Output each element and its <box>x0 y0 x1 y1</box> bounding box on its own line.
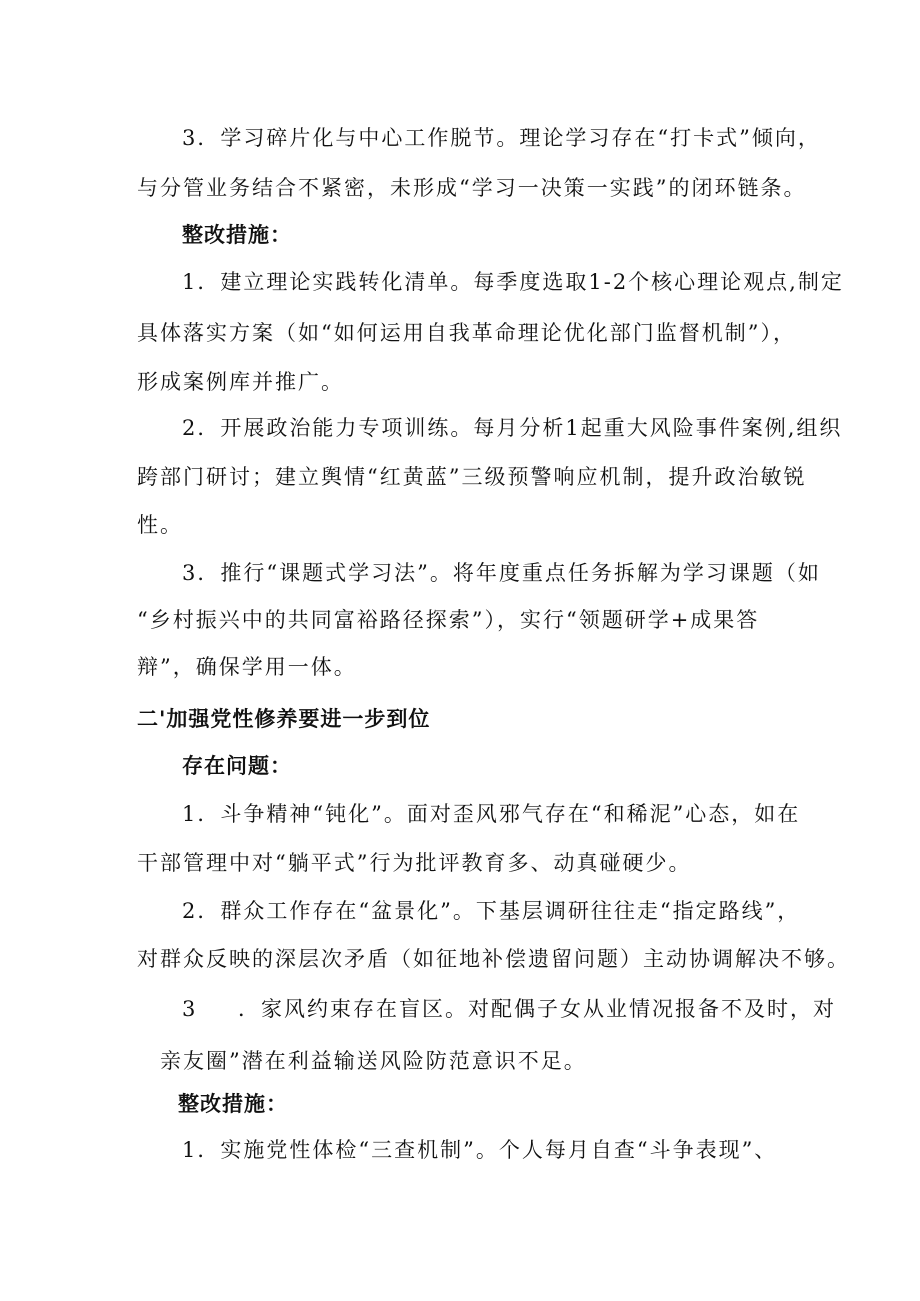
measure-3-line-3: 辩”，确保学用一体。 <box>137 655 357 679</box>
measure-1-line-2: 具体落实方案（如“如何运用自我革命理论优化部门监督机制”）， <box>137 321 796 345</box>
measure-1-line-3: 形成案例库并推广。 <box>137 370 344 394</box>
measure-2-line-2: 跨部门研讨；建立舆情“红黄蓝”三级预警响应机制，提升政治敏锐 <box>137 465 807 489</box>
measure-2-line-3: 性。 <box>137 513 183 537</box>
problem-3-line-1: 3．学习碎片化与中心工作脱节。理论学习存在“打卡式”倾向， <box>182 126 821 150</box>
s2-problem-2-line-1: 2．群众工作存在“盆景化”。下基层调研往往走“指定路线”， <box>182 899 801 923</box>
problems-heading: 存在问题： <box>182 754 292 778</box>
s2-measure-1-line-1: 1．实施党性体检“三查机制”。个人每月自查“斗争表现”、 <box>182 1138 778 1162</box>
s2-problem-3-line-1: ．家风约束存在盲区。对配偶子女从业情况报备不及时，对 <box>238 997 836 1021</box>
s2-problem-1-line-1: 1．斗争精神“钝化”。面对歪风邪气存在“和稀泥”心态，如在 <box>182 802 801 826</box>
s2-problem-1-line-2: 干部管理中对“躺平式”行为批评教育多、动真碰硬少。 <box>137 851 692 875</box>
measure-3-line-1: 3．推行“课题式学习法”。将年度重点任务拆解为学习课题（如 <box>182 561 821 585</box>
s2-problem-2-line-2: 对群众反映的深层次矛盾（如征地补偿遗留问题）主动协调解决不够。 <box>137 947 850 971</box>
s2-problem-3-number: 3 <box>182 997 198 1021</box>
measure-1-line-1: 1．建立理论实践转化清单。每季度选取1-2个核心理论观点,制定 <box>182 270 844 294</box>
measure-2-line-1: 2．开展政治能力专项训练。每月分析1起重大风险事件案例,组织 <box>182 416 843 440</box>
section-2-title: 二'加强党性修养要进一步到位 <box>137 707 431 731</box>
problem-3-line-2: 与分管业务结合不紧密，未形成“学习一决策一实践”的闭环链条。 <box>137 176 807 200</box>
s2-problem-3-line-2: 亲友圈”潜在利益输送风险防范意识不足。 <box>160 1049 587 1073</box>
s2-measures-heading: 整改措施： <box>178 1092 288 1116</box>
measure-3-line-2: “乡村振兴中的共同富裕路径探索”），实行“领题研学+成果答 <box>137 608 760 632</box>
measures-heading: 整改措施： <box>182 223 292 247</box>
